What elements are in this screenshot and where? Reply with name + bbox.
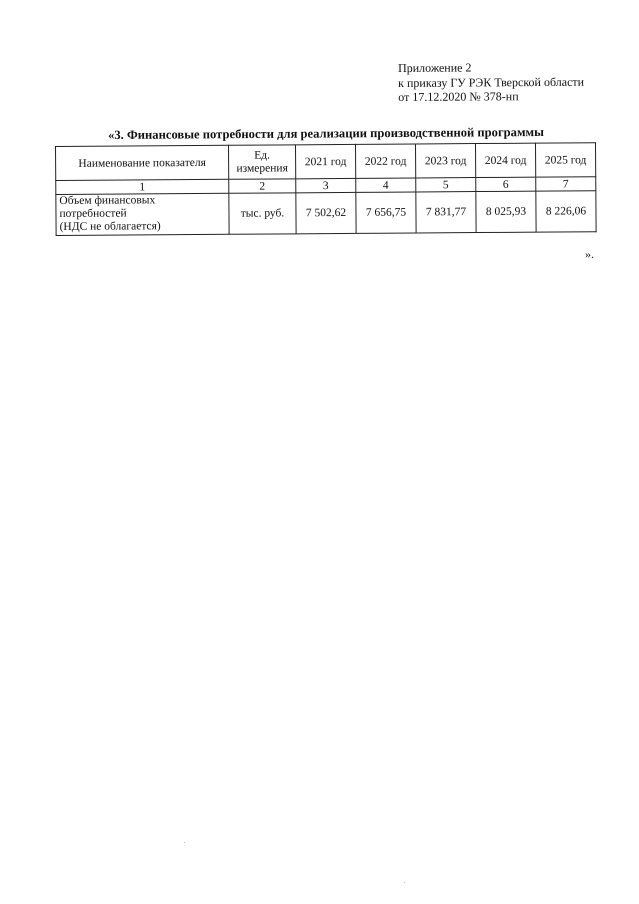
annex-number: Приложение 2: [398, 60, 472, 75]
annex-order-reference: к приказу ГУ РЭК Тверской области: [398, 74, 585, 90]
row-name-line2: потребностей: [59, 207, 127, 220]
column-number: 6: [476, 177, 536, 191]
annex-header: [398, 60, 584, 105]
header-indicator-name: Наименование показателя: [56, 145, 229, 180]
header-unit-line2: измерения: [236, 161, 288, 175]
value-2025: 8 226,06: [536, 191, 596, 232]
header-year-2025: 2025 год: [535, 143, 595, 177]
annex-order-date: от 17.12.2020 № 378-нп: [398, 89, 519, 104]
value-2023: 7 831,77: [416, 192, 476, 233]
section-title: «3. Финансовые потребности для реализации производственной программы: [108, 124, 544, 142]
column-number: 5: [416, 178, 476, 192]
value-2024: 8 025,93: [476, 191, 536, 232]
header-year-2024: 2024 год: [475, 143, 535, 177]
row-unit: тыс. руб.: [229, 193, 296, 234]
column-number: 2: [229, 179, 296, 193]
row-name-line1: Объем финансовых: [59, 194, 156, 207]
header-year-2022: 2022 год: [355, 144, 415, 178]
table-row: [56, 191, 596, 236]
scan-speck: [404, 882, 405, 883]
column-number: 7: [536, 177, 596, 191]
column-number: 3: [296, 178, 356, 192]
header-year-2023: 2023 год: [415, 144, 475, 178]
value-2022: 7 656,75: [356, 192, 416, 233]
row-name-line3: (НДС не облагается): [59, 220, 161, 233]
closing-quote: ».: [585, 247, 594, 261]
header-unit-line1: Ед.: [254, 148, 270, 162]
table-header-row: [56, 143, 596, 181]
scan-speck: [184, 842, 185, 843]
column-number: 4: [356, 178, 416, 192]
column-number: 1: [56, 179, 229, 194]
value-2021: 7 502,62: [296, 192, 356, 233]
financial-needs-table: [55, 142, 597, 236]
row-indicator-name: [56, 193, 229, 235]
header-year-2021: 2021 год: [295, 144, 355, 178]
header-unit: [228, 145, 295, 179]
